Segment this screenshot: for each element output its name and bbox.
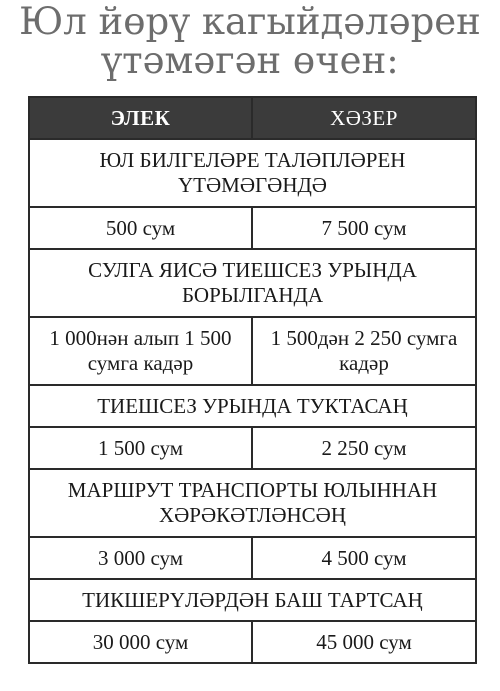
old-fine: 500 сум [29,207,252,249]
section-heading-row [29,469,476,537]
title-line-2: үтәмәгән өчен: [101,39,399,82]
old-fine: 3 000 сум [29,537,252,579]
table-row [29,207,476,249]
violation-heading: ТИЕШСЕЗ УРЫНДА ТУКТАСАҢ [29,385,476,427]
violation-heading: МАРШРУТ ТРАНСПОРТЫ ЮЛЫННАН ХӘРӘКӘТЛӘНСӘҢ [29,469,476,537]
new-fine: 2 250 сум [252,427,476,469]
column-header-new: ХӘЗЕР [252,97,476,139]
violation-heading: СУЛГА ЯИСӘ ТИЕШСЕЗ УРЫНДА БОРЫЛГАНДА [29,249,476,317]
new-fine: 7 500 сум [252,207,476,249]
table-row [29,537,476,579]
old-fine: 1 500 сум [29,427,252,469]
new-fine: 45 000 сум [252,621,476,663]
page-title [0,0,500,80]
table-row [29,621,476,663]
new-fine: 4 500 сум [252,537,476,579]
section-heading-row [29,249,476,317]
violation-heading: ТИКШЕРҮЛӘРДӘН БАШ ТАРТСАҢ [29,579,476,621]
title-line-1: Юл йөрү кагыйдәләрен [19,0,481,43]
fines-table [28,96,477,664]
old-fine: 1 000нән алып 1 500 сумга кадәр [29,317,252,385]
table-header-row [29,97,476,139]
table-row [29,317,476,385]
new-fine: 1 500дән 2 250 сумга кадәр [252,317,476,385]
table-row [29,427,476,469]
old-fine: 30 000 сум [29,621,252,663]
violation-heading: ЮЛ БИЛГЕЛӘРЕ ТАЛӘПЛӘРЕН ҮТӘМӘГӘНДӘ [29,139,476,207]
section-heading-row [29,385,476,427]
column-header-old: ЭЛЕК [29,97,252,139]
section-heading-row [29,139,476,207]
section-heading-row [29,579,476,621]
